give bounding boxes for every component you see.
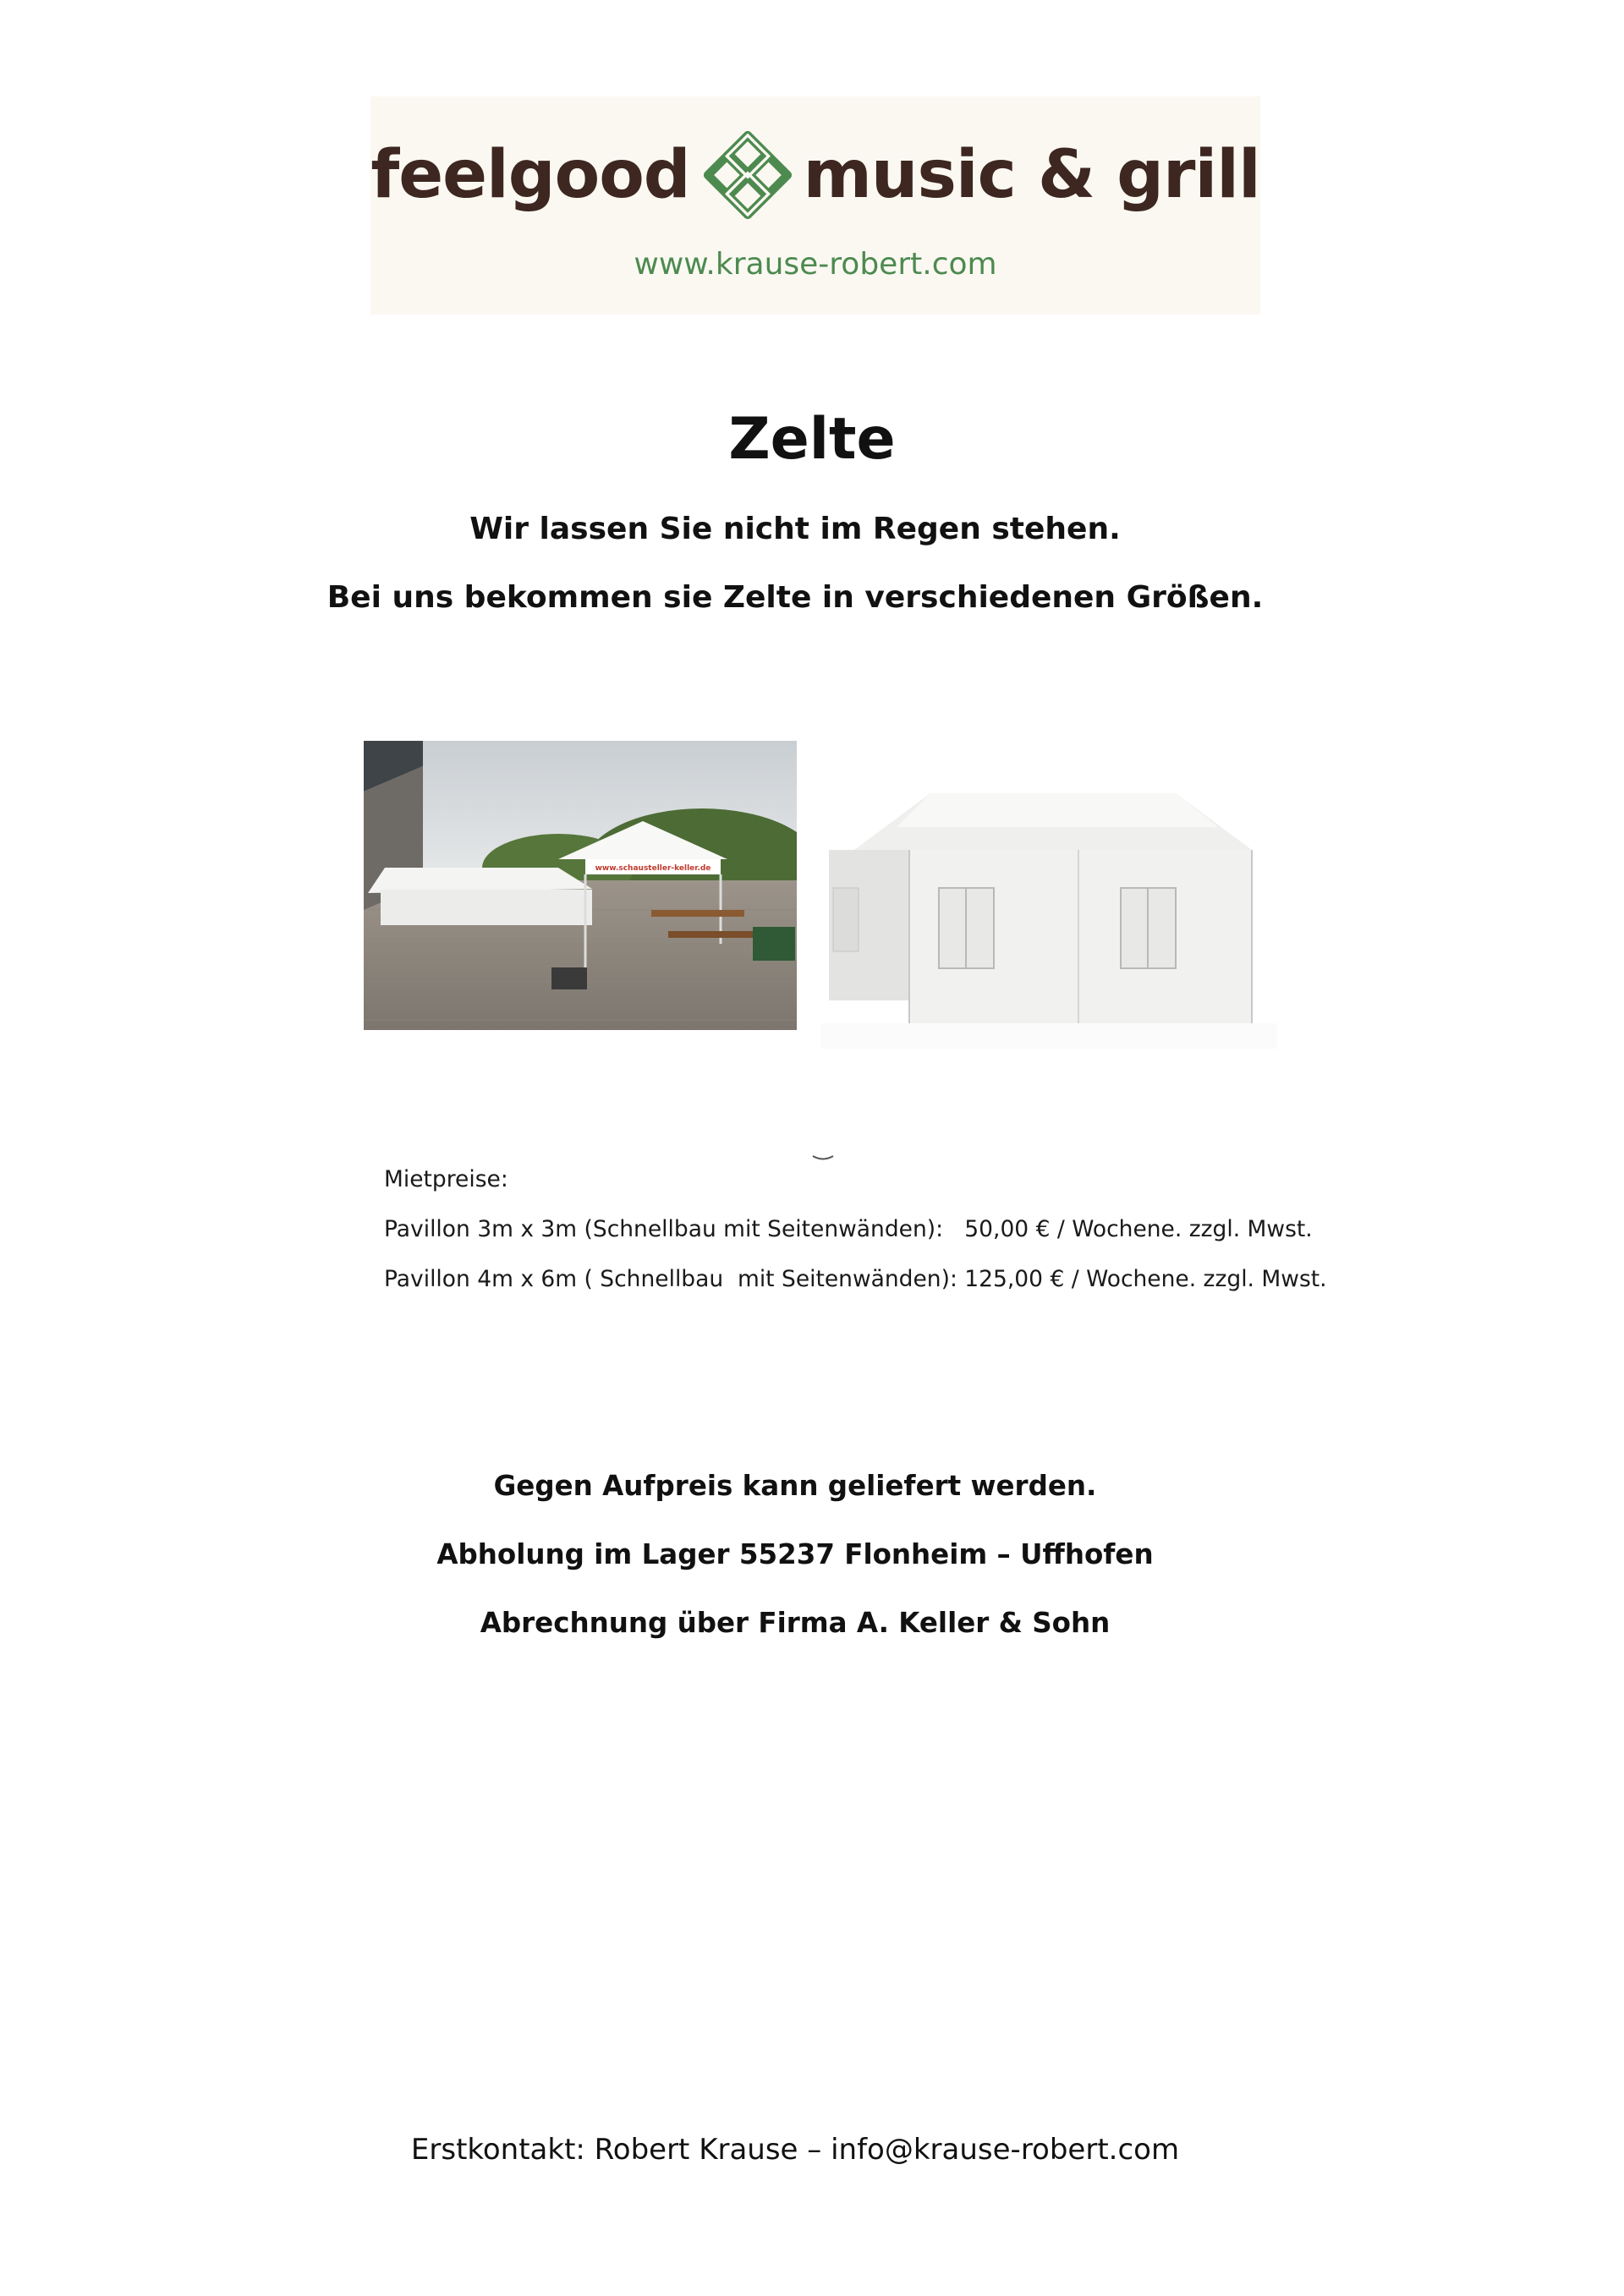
celtic-knot-icon: [700, 128, 795, 222]
subtitle-rain: Wir lassen Sie nicht im Regen stehen.: [469, 512, 1121, 546]
rental-prices: [384, 1163, 1327, 1312]
subtitle-sizes: Bei uns bekommen sie Zelte in verschiedenen Größen.: [326, 580, 1264, 615]
brand-name-left: feelgood: [370, 137, 690, 213]
page-title: Zelte: [728, 406, 896, 473]
photo-banner-text: www.schausteller-keller.de: [595, 864, 711, 873]
white-pavilion-image: [820, 744, 1277, 1066]
decorative-mark: [812, 1154, 834, 1161]
price-row: Pavillon 4m x 6m ( Schnellbau mit Seitenwänden): 125,00 € / Wochene. zzgl. Mwst.: [384, 1266, 1327, 1292]
billing-note: Abrechnung über Firma A. Keller & Sohn: [480, 1607, 1111, 1639]
footer-contact: Erstkontakt: Robert Krause – info@krause-robert.com: [410, 2133, 1180, 2167]
logo-wordmark: [370, 129, 1260, 222]
website-url: www.krause-robert.com: [634, 247, 997, 282]
brand-name-right: music & grill: [803, 137, 1260, 213]
tent-courtyard-photo: [364, 741, 797, 1030]
prices-heading: Mietpreise:: [384, 1166, 508, 1192]
price-row: Pavillon 3m x 3m (Schnellbau mit Seitenwänden): 50,00 € / Wochene. zzgl. Mwst.: [384, 1216, 1313, 1242]
logo-banner: [370, 96, 1260, 315]
delivery-note: Gegen Aufpreis kann geliefert werden.: [493, 1470, 1097, 1502]
pickup-location: Abholung im Lager 55237 Flonheim – Uffhofen: [436, 1538, 1154, 1570]
